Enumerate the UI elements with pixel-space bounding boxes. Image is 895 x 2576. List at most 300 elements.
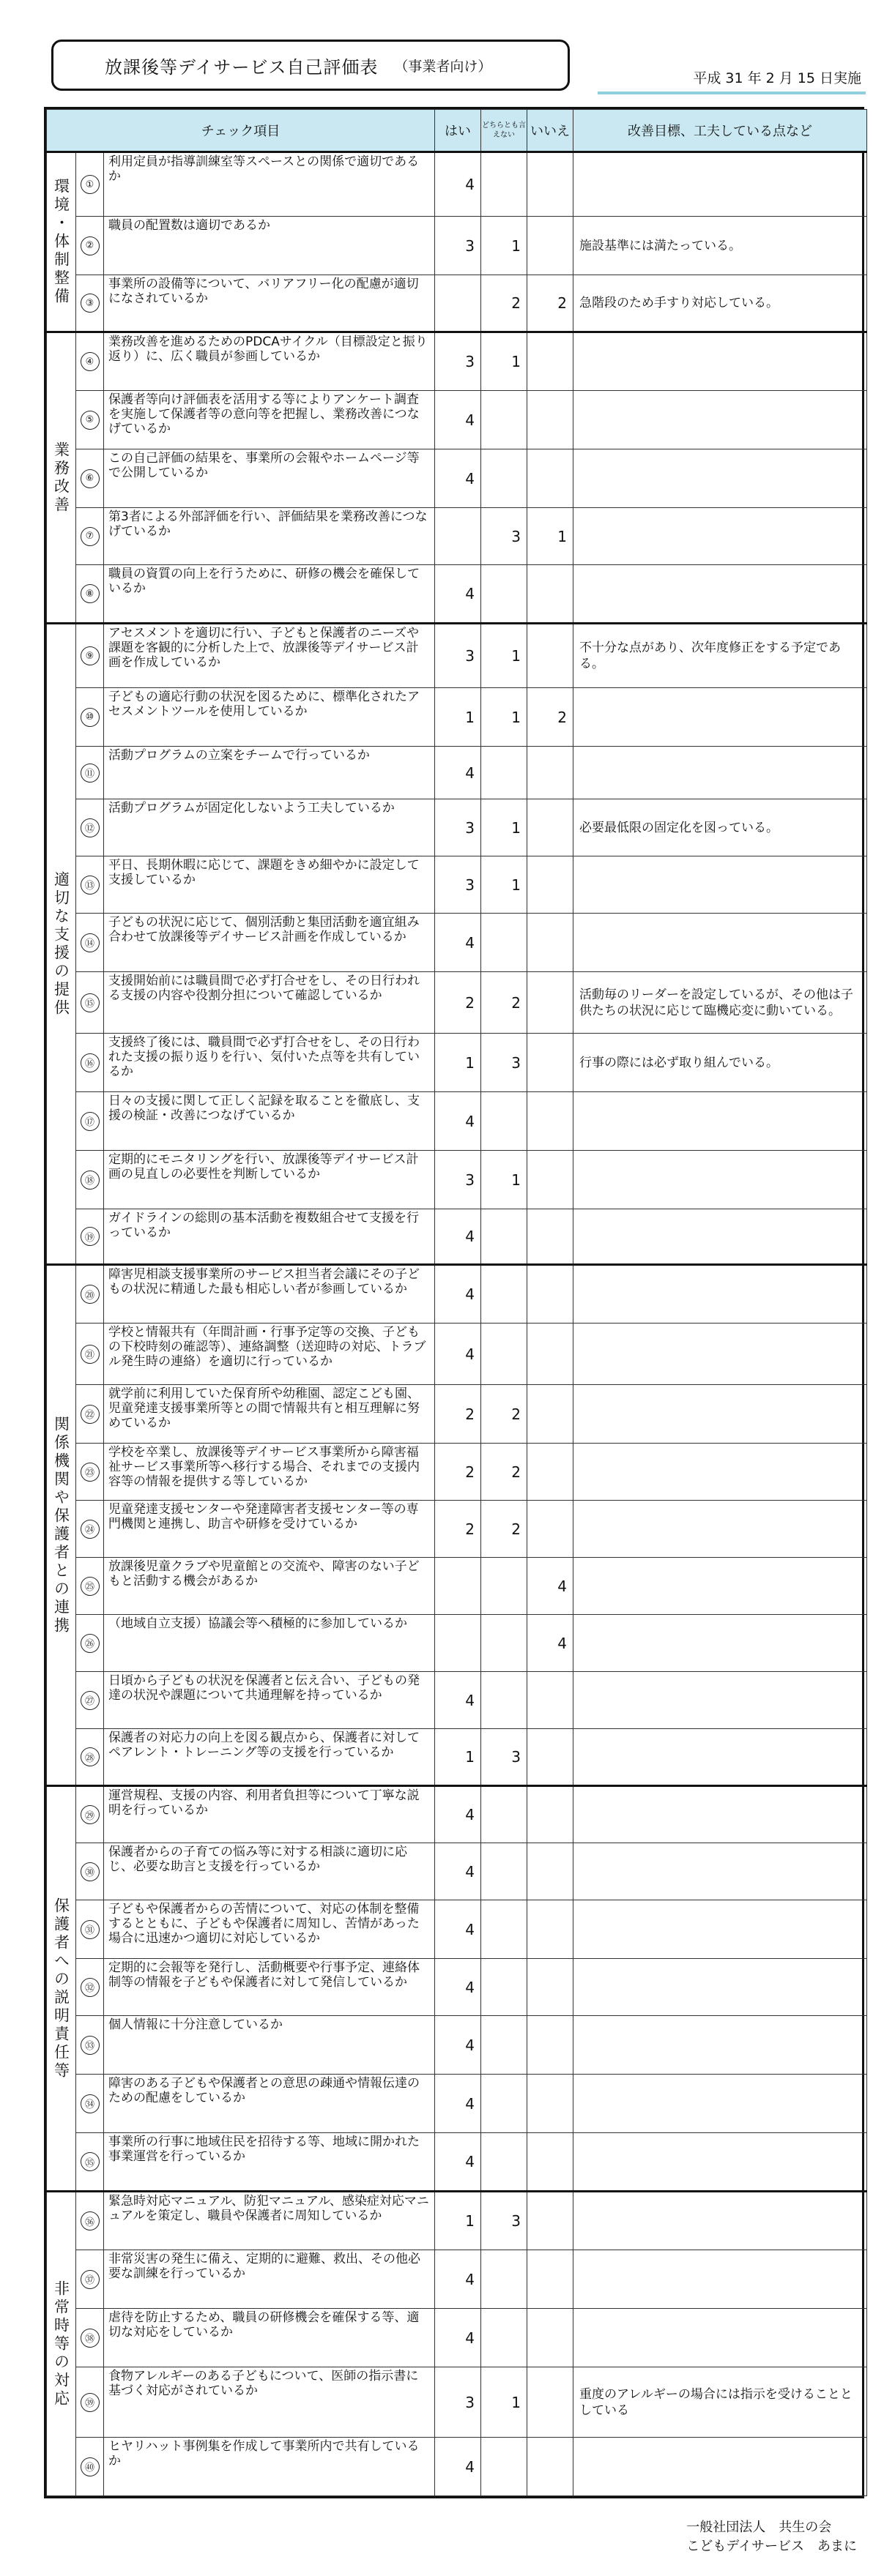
neither-count <box>481 1209 527 1265</box>
table-row <box>47 856 867 914</box>
yes-count: 4 <box>435 565 481 624</box>
yes-count: 4 <box>435 2075 481 2133</box>
no-count: 2 <box>527 688 573 747</box>
improvement-comment <box>573 1265 867 1324</box>
item-number: ④ <box>81 352 100 371</box>
no-count: 1 <box>527 508 573 565</box>
item-number-cell <box>76 624 104 688</box>
yes-count: 4 <box>435 1092 481 1151</box>
check-item: 子どもの適応行動の状況を図るために、標準化されたアセスメントツールを使用しているか <box>104 688 435 747</box>
yes-count: 4 <box>435 1324 481 1385</box>
table-row <box>47 1151 867 1209</box>
improvement-comment <box>573 1900 867 1959</box>
neither-count <box>481 2309 527 2367</box>
no-count <box>527 856 573 914</box>
no-count <box>527 1729 573 1786</box>
item-number-cell <box>76 1209 104 1265</box>
item-number: ㉖ <box>81 1634 100 1653</box>
improvement-comment: 行事の際には必ず取り組んでいる。 <box>573 1034 867 1092</box>
neither-count <box>481 1900 527 1959</box>
page-subtitle: （事業者向け） <box>394 58 492 75</box>
table-header-row <box>47 110 867 152</box>
improvement-comment <box>573 508 867 565</box>
footer-organization: 一般社団法人 共生の会 <box>686 2520 832 2535</box>
improvement-comment <box>573 856 867 914</box>
evaluation-table-wrapper <box>44 107 864 2498</box>
table-row <box>47 1034 867 1092</box>
neither-count <box>481 914 527 972</box>
item-number: ㉙ <box>81 1805 100 1824</box>
item-number: ⑨ <box>81 646 100 665</box>
improvement-comment <box>573 2133 867 2192</box>
check-item: 職員の配置数は適切であるか <box>104 217 435 275</box>
no-count <box>527 152 573 217</box>
category-label: 適切な支援の提供 <box>47 624 76 1265</box>
table-row <box>47 508 867 565</box>
item-number: ㉕ <box>81 1577 100 1596</box>
neither-count: 1 <box>481 799 527 856</box>
no-count <box>527 1900 573 1959</box>
table-row <box>47 449 867 508</box>
table-row <box>47 1444 867 1501</box>
yes-count: 4 <box>435 2016 481 2075</box>
no-count <box>527 2309 573 2367</box>
item-number: ⑧ <box>81 584 100 603</box>
no-count <box>527 1959 573 2016</box>
table-row <box>47 332 867 391</box>
improvement-comment <box>573 2438 867 2496</box>
table-row <box>47 914 867 972</box>
no-count <box>527 2133 573 2192</box>
item-number: ⑩ <box>81 708 100 727</box>
no-count <box>527 1444 573 1501</box>
neither-count <box>481 747 527 799</box>
neither-count <box>481 391 527 449</box>
improvement-comment: 急階段のため手すり対応している。 <box>573 275 867 332</box>
improvement-comment <box>573 1959 867 2016</box>
item-number: ⑳ <box>81 1285 100 1304</box>
check-item: 日々の支援に関して正しく記録を取ることを徹底し、支援の検証・改善につなげているか <box>104 1092 435 1151</box>
table-row <box>47 1959 867 2016</box>
item-number-cell <box>76 332 104 391</box>
no-count <box>527 1265 573 1324</box>
item-number-cell <box>76 508 104 565</box>
improvement-comment <box>573 1209 867 1265</box>
check-item: 非常災害の発生に備え、定期的に避難、救出、その他必要な訓練を行っているか <box>104 2250 435 2309</box>
yes-count: 4 <box>435 391 481 449</box>
footer-facility: こどもデイサービス あまに <box>686 2539 857 2554</box>
check-item: 支援終了後には、職員間で必ず打合せをし、その日行われた支援の振り返りを行い、気付いた点等を共有しているか <box>104 1034 435 1092</box>
item-number: ⑦ <box>81 527 100 546</box>
neither-count <box>481 2438 527 2496</box>
item-number-cell <box>76 799 104 856</box>
no-count <box>527 624 573 688</box>
no-count <box>527 332 573 391</box>
item-number-cell <box>76 688 104 747</box>
neither-count: 3 <box>481 1034 527 1092</box>
improvement-comment: 必要最低限の固定化を図っている。 <box>573 799 867 856</box>
table-row <box>47 1092 867 1151</box>
yes-count: 1 <box>435 688 481 747</box>
item-number: ⑮ <box>81 993 100 1012</box>
item-number: ⑱ <box>81 1171 100 1190</box>
yes-count: 2 <box>435 1501 481 1558</box>
item-number: ㉑ <box>81 1345 100 1364</box>
no-count <box>527 1209 573 1265</box>
neither-count: 1 <box>481 2367 527 2438</box>
improvement-comment <box>573 2192 867 2250</box>
no-count <box>527 1385 573 1444</box>
item-number: ㉟ <box>81 2152 100 2171</box>
table-row <box>47 1501 867 1558</box>
check-item: 事業所の設備等について、バリアフリー化の配慮が適切になされているか <box>104 275 435 332</box>
category-label: 関係機関や保護者との連携 <box>47 1265 76 1786</box>
neither-count <box>481 1959 527 2016</box>
item-number: ㊱ <box>81 2211 100 2230</box>
yes-count <box>435 275 481 332</box>
no-count <box>527 1034 573 1092</box>
table-row <box>47 1209 867 1265</box>
neither-count: 1 <box>481 688 527 747</box>
date-underline <box>598 92 866 94</box>
improvement-comment <box>573 688 867 747</box>
check-item: この自己評価の結果を、事業所の会報やホームページ等で公開しているか <box>104 449 435 508</box>
table-row <box>47 1786 867 1843</box>
improvement-comment <box>573 332 867 391</box>
check-item: 保護者等向け評価表を活用する等によりアンケート調査を実施して保護者等の意向等を把握し、業務改善につなげているか <box>104 391 435 449</box>
improvement-comment <box>573 152 867 217</box>
item-number: ㉓ <box>81 1463 100 1482</box>
check-item: 個人情報に十分注意しているか <box>104 2016 435 2075</box>
improvement-comment: 活動毎のリーダーを設定しているが、その他は子供たちの状況に応じて臨機応変に動いている。 <box>573 972 867 1034</box>
no-count: 2 <box>527 275 573 332</box>
check-item: 業務改善を進めるためのPDCAサイクル（目標設定と振り返り）に、広く職員が参画しているか <box>104 332 435 391</box>
check-item: 定期的に会報等を発行し、活動概要や行事予定、連絡体制等の情報を子どもや保護者に対して発信しているか <box>104 1959 435 2016</box>
item-number: ㉜ <box>81 1978 100 1997</box>
check-item: ガイドラインの総則の基本活動を複数組合せて支援を行っているか <box>104 1209 435 1265</box>
item-number-cell <box>76 856 104 914</box>
yes-count: 4 <box>435 2250 481 2309</box>
improvement-comment <box>573 565 867 624</box>
item-number: ② <box>81 236 100 255</box>
improvement-comment <box>573 1092 867 1151</box>
check-item: 緊急時対応マニュアル、防犯マニュアル、感染症対応マニュアルを策定し、職員や保護者に周知しているか <box>104 2192 435 2250</box>
item-number-cell <box>76 2367 104 2438</box>
check-item: 障害児相談支援事業所のサービス担当者会議にその子どもの状況に精通した最も相応しい者が参画しているか <box>104 1265 435 1324</box>
item-number: ⑥ <box>81 469 100 488</box>
no-count <box>527 1092 573 1151</box>
neither-count: 2 <box>481 1385 527 1444</box>
item-number-cell <box>76 391 104 449</box>
neither-count <box>481 2016 527 2075</box>
table-body <box>47 152 867 2496</box>
no-count <box>527 2438 573 2496</box>
improvement-comment <box>573 914 867 972</box>
item-number: ㉞ <box>81 2094 100 2113</box>
item-number-cell <box>76 1501 104 1558</box>
neither-count: 3 <box>481 1729 527 1786</box>
check-item: 食物アレルギーのある子どもについて、医師の指示書に基づく対応がされているか <box>104 2367 435 2438</box>
check-item: 就学前に利用していた保育所や幼稚園、認定こども園、児童発達支援事業所等との間で情報共有と相互理解に努めているか <box>104 1385 435 1444</box>
improvement-comment <box>573 1843 867 1900</box>
neither-count <box>481 1786 527 1843</box>
item-number: ㉚ <box>81 1862 100 1881</box>
table-row <box>47 1324 867 1385</box>
check-item: 虐待を防止するため、職員の研修機会を確保する等、適切な対応をしているか <box>104 2309 435 2367</box>
table-row <box>47 152 867 217</box>
item-number: ㉛ <box>81 1920 100 1939</box>
item-number-cell <box>76 217 104 275</box>
neither-count: 1 <box>481 217 527 275</box>
item-number-cell <box>76 1444 104 1501</box>
item-number-cell <box>76 2133 104 2192</box>
improvement-comment <box>573 391 867 449</box>
table-row <box>47 2075 867 2133</box>
improvement-comment: 不十分な点があり、次年度修正をする予定である。 <box>573 624 867 688</box>
yes-count: 4 <box>435 2133 481 2192</box>
check-item: 第3者による外部評価を行い、評価結果を業務改善につなげているか <box>104 508 435 565</box>
yes-count: 2 <box>435 1444 481 1501</box>
item-number: ㊲ <box>81 2270 100 2289</box>
check-item: 子どもの状況に応じて、個別活動と集団活動を適宜組み合わせて放課後等デイサービス計画を作成しているか <box>104 914 435 972</box>
yes-count: 4 <box>435 1843 481 1900</box>
item-number: ⑫ <box>81 818 100 837</box>
yes-count: 4 <box>435 2309 481 2367</box>
improvement-comment <box>573 747 867 799</box>
item-number: ⑭ <box>81 933 100 952</box>
item-number-cell <box>76 1151 104 1209</box>
yes-count: 3 <box>435 799 481 856</box>
no-count <box>527 1843 573 1900</box>
neither-count <box>481 1843 527 1900</box>
neither-count <box>481 565 527 624</box>
check-item: 事業所の行事に地域住民を招待する等、地域に開かれた事業運営を行っているか <box>104 2133 435 2192</box>
item-number-cell <box>76 565 104 624</box>
neither-count <box>481 2133 527 2192</box>
item-number-cell <box>76 2309 104 2367</box>
yes-count: 1 <box>435 2192 481 2250</box>
item-number: ㉝ <box>81 2036 100 2055</box>
yes-count: 3 <box>435 1151 481 1209</box>
item-number-cell <box>76 1959 104 2016</box>
item-number-cell <box>76 2016 104 2075</box>
improvement-comment <box>573 1558 867 1615</box>
item-number: ③ <box>81 294 100 313</box>
check-item: 保護者からの子育ての悩み等に対する相談に適切に応じ、必要な助言と支援を行っているか <box>104 1843 435 1900</box>
yes-count: 3 <box>435 332 481 391</box>
yes-count: 4 <box>435 152 481 217</box>
table-row <box>47 1729 867 1786</box>
item-number: ㊴ <box>81 2393 100 2412</box>
col-header-yes: はい <box>435 110 481 152</box>
check-item: 活動プログラムが固定化しないよう工夫しているか <box>104 799 435 856</box>
item-number: ⑤ <box>81 411 100 430</box>
item-number: ㉒ <box>81 1405 100 1424</box>
category-label: 保護者への説明責任等 <box>47 1786 76 2192</box>
improvement-comment: 重度のアレルギーの場合には指示を受けることとしている <box>573 2367 867 2438</box>
check-item: 子どもや保護者からの苦情について、対応の体制を整備するとともに、子どもや保護者に周知し、苦情があった場合に迅速かつ適切に対応しているか <box>104 1900 435 1959</box>
yes-count: 4 <box>435 1672 481 1729</box>
table-row <box>47 2133 867 2192</box>
category-label: 環境・体制整備 <box>47 152 76 332</box>
no-count: 4 <box>527 1558 573 1615</box>
improvement-comment <box>573 1615 867 1672</box>
no-count <box>527 1324 573 1385</box>
table-row <box>47 972 867 1034</box>
neither-count: 3 <box>481 2192 527 2250</box>
evaluation-table <box>46 109 867 2496</box>
yes-count: 3 <box>435 2367 481 2438</box>
check-item: （地域自立支援）協議会等へ積極的に参加しているか <box>104 1615 435 1672</box>
survey-date: 平成 31 年 2 月 15 日実施 <box>693 70 861 86</box>
improvement-comment <box>573 2309 867 2367</box>
table-row <box>47 2438 867 2496</box>
check-item: 放課後児童クラブや児童館との交流や、障害のない子どもと活動する機会があるか <box>104 1558 435 1615</box>
item-number-cell <box>76 1385 104 1444</box>
check-item: 児童発達支援センターや発達障害者支援センター等の専門機関と連携し、助言や研修を受けているか <box>104 1501 435 1558</box>
neither-count: 3 <box>481 508 527 565</box>
item-number-cell <box>76 1558 104 1615</box>
improvement-comment <box>573 1151 867 1209</box>
improvement-comment <box>573 1324 867 1385</box>
item-number-cell <box>76 914 104 972</box>
item-number-cell <box>76 2438 104 2496</box>
item-number-cell <box>76 1034 104 1092</box>
improvement-comment <box>573 2075 867 2133</box>
item-number: ① <box>81 175 100 194</box>
check-item: 保護者の対応力の向上を図る観点から、保護者に対してペアレント・トレーニング等の支援を行っているか <box>104 1729 435 1786</box>
table-row <box>47 1615 867 1672</box>
item-number-cell <box>76 1324 104 1385</box>
yes-count: 1 <box>435 1729 481 1786</box>
check-item: 運営規程、支援の内容、利用者負担等について丁寧な説明を行っているか <box>104 1786 435 1843</box>
item-number-cell <box>76 1615 104 1672</box>
col-header-comment: 改善目標、工夫している点など <box>573 110 867 152</box>
item-number: ⑰ <box>81 1112 100 1131</box>
no-count <box>527 217 573 275</box>
check-item: 障害のある子どもや保護者との意思の疎通や情報伝達のための配慮をしているか <box>104 2075 435 2133</box>
check-item: 活動プログラムの立案をチームで行っているか <box>104 747 435 799</box>
yes-count: 4 <box>435 1209 481 1265</box>
table-row <box>47 565 867 624</box>
yes-count: 4 <box>435 1786 481 1843</box>
item-number-cell <box>76 2192 104 2250</box>
table-row <box>47 1900 867 1959</box>
neither-count <box>481 2250 527 2309</box>
no-count: 4 <box>527 1615 573 1672</box>
no-count <box>527 1786 573 1843</box>
yes-count: 4 <box>435 1959 481 2016</box>
neither-count: 2 <box>481 1444 527 1501</box>
improvement-comment: 施設基準には満たっている。 <box>573 217 867 275</box>
item-number-cell <box>76 972 104 1034</box>
no-count <box>527 972 573 1034</box>
yes-count: 4 <box>435 449 481 508</box>
improvement-comment <box>573 2250 867 2309</box>
check-item: 平日、長期休暇に応じて、課題をきめ細やかに設定して支援しているか <box>104 856 435 914</box>
yes-count: 4 <box>435 747 481 799</box>
neither-count <box>481 1092 527 1151</box>
neither-count: 1 <box>481 624 527 688</box>
table-row <box>47 1672 867 1729</box>
improvement-comment <box>573 449 867 508</box>
item-number-cell <box>76 275 104 332</box>
col-header-check: チェック項目 <box>47 110 435 152</box>
item-number: ㊵ <box>81 2457 100 2476</box>
check-item: 支援開始前には職員間で必ず打合せをし、その日行われる支援の内容や役割分担について確認しているか <box>104 972 435 1034</box>
improvement-comment <box>573 1786 867 1843</box>
yes-count <box>435 508 481 565</box>
no-count <box>527 391 573 449</box>
item-number-cell <box>76 449 104 508</box>
no-count <box>527 2367 573 2438</box>
no-count <box>527 565 573 624</box>
improvement-comment <box>573 1444 867 1501</box>
item-number: ⑲ <box>81 1227 100 1246</box>
yes-count: 1 <box>435 1034 481 1092</box>
yes-count: 3 <box>435 624 481 688</box>
item-number: ⑪ <box>81 764 100 783</box>
neither-count: 1 <box>481 856 527 914</box>
item-number-cell <box>76 1729 104 1786</box>
table-row <box>47 217 867 275</box>
table-row <box>47 275 867 332</box>
item-number: ㉘ <box>81 1747 100 1766</box>
table-row <box>47 747 867 799</box>
no-count <box>527 914 573 972</box>
yes-count <box>435 1558 481 1615</box>
item-number: ⑯ <box>81 1053 100 1072</box>
no-count <box>527 1501 573 1558</box>
item-number-cell <box>76 2250 104 2309</box>
neither-count <box>481 2075 527 2133</box>
yes-count: 4 <box>435 1900 481 1959</box>
neither-count: 2 <box>481 972 527 1034</box>
no-count <box>527 747 573 799</box>
item-number-cell <box>76 2075 104 2133</box>
check-item: 利用定員が指導訓練室等スペースとの関係で適切であるか <box>104 152 435 217</box>
check-item: 職員の資質の向上を行うために、研修の機会を確保しているか <box>104 565 435 624</box>
item-number-cell <box>76 1843 104 1900</box>
table-row <box>47 391 867 449</box>
yes-count: 4 <box>435 1265 481 1324</box>
table-row <box>47 2309 867 2367</box>
neither-count <box>481 1672 527 1729</box>
neither-count: 2 <box>481 1501 527 1558</box>
no-count <box>527 2192 573 2250</box>
no-count <box>527 799 573 856</box>
yes-count: 2 <box>435 1385 481 1444</box>
table-row <box>47 2192 867 2250</box>
item-number-cell <box>76 1265 104 1324</box>
neither-count <box>481 1324 527 1385</box>
category-label: 業務改善 <box>47 332 76 624</box>
table-row <box>47 1265 867 1324</box>
yes-count: 4 <box>435 2438 481 2496</box>
table-row <box>47 2250 867 2309</box>
neither-count: 1 <box>481 332 527 391</box>
table-row <box>47 799 867 856</box>
item-number: ㉗ <box>81 1691 100 1710</box>
item-number-cell <box>76 1900 104 1959</box>
item-number-cell <box>76 1786 104 1843</box>
item-number-cell <box>76 747 104 799</box>
check-item: 学校を卒業し、放課後等デイサービス事業所から障害福祉サービス事業所等へ移行する場合、それまでの支援内容等の情報を提供する等しているか <box>104 1444 435 1501</box>
no-count <box>527 2075 573 2133</box>
yes-count: 4 <box>435 914 481 972</box>
check-item: アセスメントを適切に行い、子どもと保護者のニーズや課題を客観的に分析した上で、放課後等デイサービス計画を作成しているか <box>104 624 435 688</box>
no-count <box>527 1672 573 1729</box>
